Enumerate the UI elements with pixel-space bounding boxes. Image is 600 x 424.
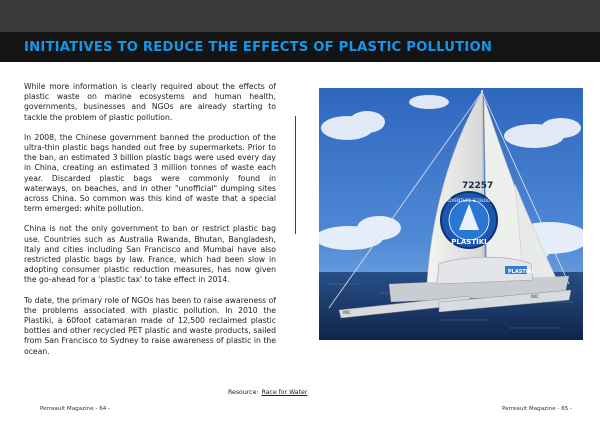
paragraph: China is not the only government to ban or restrict plastic bag use. Countries such as Australia Rwanda, Bhutan, Bangladesh, Italy and cities including San Francisco and Mumbai have also restricted plastic bags by law. France, which had been slow in adopting consumer plastic reduction measures, has now given the go-ahead for a 'plastic tax' to take effect in 2014. — [24, 224, 276, 285]
plastiki-catamaran-photo — [319, 88, 583, 340]
article-body — [24, 82, 276, 367]
emblem-ring-text: ADVENTURE ECOLOGY — [445, 198, 493, 203]
catamaran-illustration — [319, 88, 583, 340]
resource-link[interactable]: Race for Water — [261, 389, 308, 396]
footer-right: Perreault Magazine - 65 - — [502, 406, 573, 412]
hull-mark: IWC — [343, 310, 351, 315]
hull-boat-name: PLASTIKI — [508, 269, 534, 275]
footer-left: Perreault Magazine - 64 - — [40, 406, 111, 412]
page-title: INITIATIVES TO REDUCE THE EFFECTS OF PLASTIC POLLUTION — [24, 40, 493, 55]
paragraph: In 2008, the Chinese government banned the production of the ultra-thin plastic bags handed out free by supermarkets. Prior to the ban, an estimated 3 billion plastic bags were used every day in China, creating an estimated 3 million tonnes of waste each year. Discarded plastic bags were commonly found in waterways, on beaches, and in other "unofficial" dumping sites across China. So common was this kind of waste that a special term emerged: white pollution. — [24, 132, 276, 214]
resource-credit — [228, 389, 307, 396]
paragraph: While more information is clearly required about the effects of plastic waste on marine ecosystems and human health, governments, businesses and NGOs are already starting to tackle the problem of plastic pollution. — [24, 82, 276, 122]
sail-number: 72257 — [462, 181, 494, 191]
emblem-boat-name: PLASTIKI — [451, 238, 487, 246]
title-bar — [0, 32, 600, 62]
hull-mark: IWC — [531, 294, 539, 299]
column-divider — [295, 116, 296, 234]
resource-label: Resource: — [228, 389, 259, 396]
header-top-band — [0, 0, 600, 32]
paragraph: To date, the primary role of NGOs has been to raise awareness of the problems associated with plastic pollution. In 2010 the Plastiki, a 60foot catamaran made of 12,500 reclaimed plastic bottles and other recycled PET plastic and waste products, sailed from San Francisco to Sydney to raise awareness of plastic in the ocean. — [24, 295, 276, 356]
